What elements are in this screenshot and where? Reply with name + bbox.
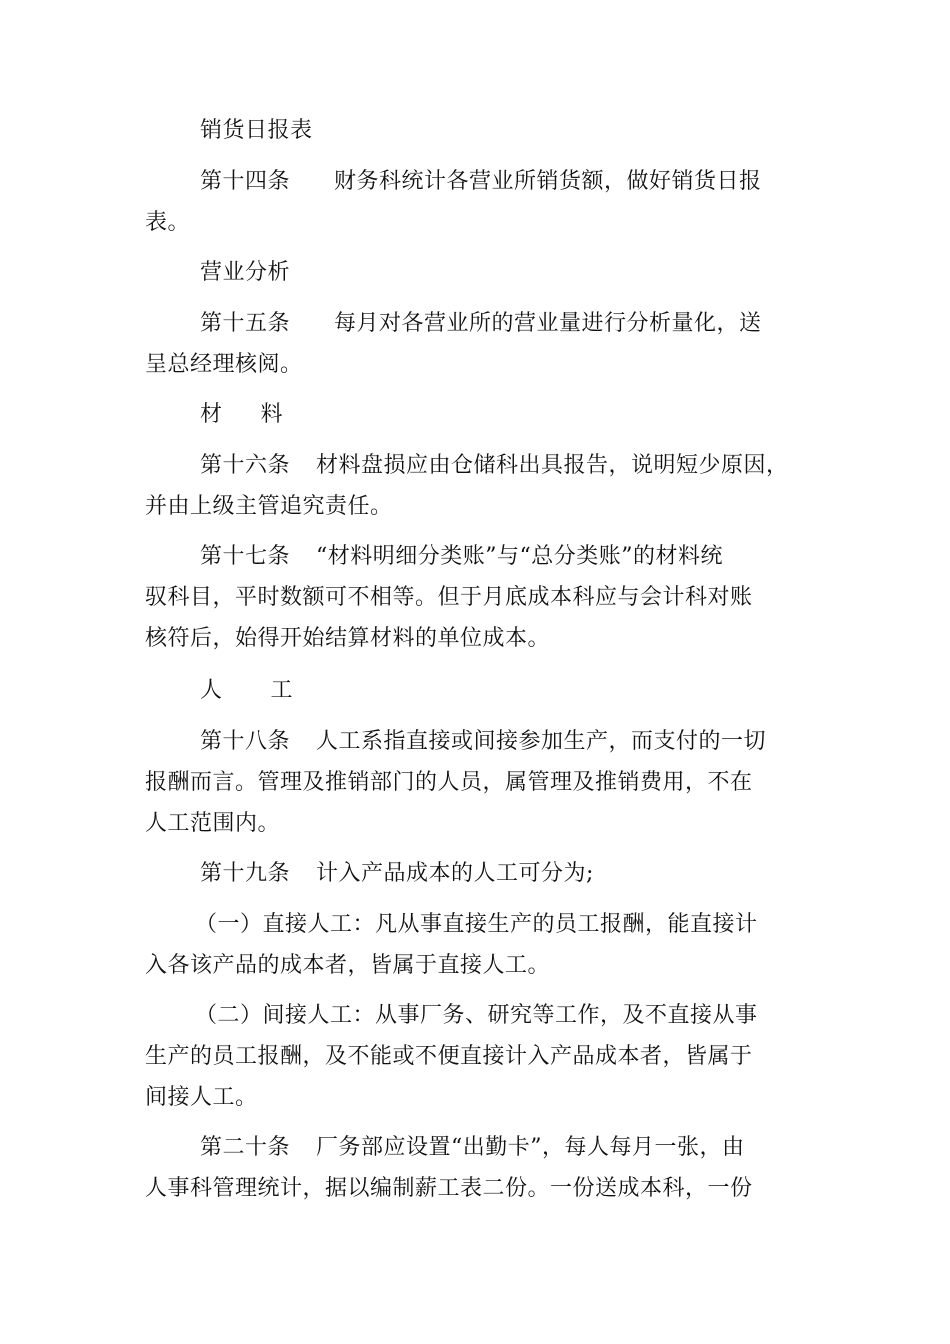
- article-text: 材料盘损应由仓储科出具报告，说明短少原因，: [316, 453, 789, 478]
- article-text: 核符后，始得开始结算材料的单位成本。: [145, 626, 551, 651]
- article-text: 每月对各营业所的营业量进行分析量化，送: [334, 311, 762, 336]
- article-text: 驭科目，平时数额可不相等。但于月底成本科应与会计科对账: [145, 585, 753, 610]
- article-text: 人工范围内。: [145, 811, 281, 836]
- article-17: [145, 536, 810, 659]
- article-text: 计入产品成本的人工可分为;: [316, 861, 594, 886]
- heading-text: 材: [200, 402, 223, 427]
- article-number: 第十四条: [200, 169, 291, 194]
- heading-text: 营业分析: [200, 260, 291, 285]
- article-number: 第十八条: [200, 729, 291, 754]
- article-text: 报酬而言。管理及推销部门的人员，属管理及推销费用，不在: [145, 770, 753, 795]
- heading-text: 人: [200, 678, 223, 703]
- article-text: 人事科管理统计，据以编制薪工表二份。一份送成本科，一份: [145, 1176, 753, 1201]
- heading-materials: [145, 394, 810, 435]
- list-item-text: 间接人工。: [145, 1085, 258, 1110]
- article-text: 并由上级主管追究责任。: [145, 494, 393, 519]
- article-number: 第十五条: [200, 311, 291, 336]
- article-15: [145, 303, 810, 385]
- heading-text: 料: [260, 402, 284, 427]
- heading-sales-daily-report: [145, 110, 810, 151]
- heading-text: 工: [270, 678, 294, 703]
- article-14: [145, 161, 810, 243]
- article-text: 表。: [145, 210, 191, 235]
- article-number: 第十七条: [200, 544, 291, 569]
- list-item-text: 入各该产品的成本者，皆属于直接人工。: [145, 953, 551, 978]
- list-item-indirect-labor: [145, 995, 810, 1118]
- article-text: 呈总经理核阅。: [145, 352, 303, 377]
- article-number: 第十六条: [200, 453, 291, 478]
- list-item-text: （二）间接人工：从事厂务、研究等工作，及不直接从事: [195, 1003, 758, 1028]
- article-16: [145, 445, 810, 527]
- article-number: 第十九条: [200, 861, 291, 886]
- article-19: [145, 853, 810, 894]
- heading-labor: [145, 670, 810, 711]
- heading-text: 销货日报表: [200, 118, 313, 143]
- article-text: 厂务部应设置“出勤卡”，每人每月一张，由: [316, 1135, 745, 1160]
- article-number: 第二十条: [200, 1135, 291, 1160]
- list-item-text: （一）直接人工：凡从事直接生产的员工报酬，能直接计: [195, 912, 758, 937]
- article-text: 财务科统计各营业所销货额，做好销货日报: [334, 169, 762, 194]
- article-text: 人工系指直接或间接参加生产，而支付的一切: [316, 729, 767, 754]
- article-18: [145, 721, 810, 844]
- list-item-direct-labor: [145, 904, 810, 986]
- list-item-text: 生产的员工报酬，及不能或不便直接计入产品成本者，皆属于: [145, 1044, 753, 1069]
- article-20: [145, 1127, 810, 1209]
- heading-business-analysis: [145, 252, 810, 293]
- article-text: “材料明细分类账”与“总分类账”的材料统: [316, 544, 724, 569]
